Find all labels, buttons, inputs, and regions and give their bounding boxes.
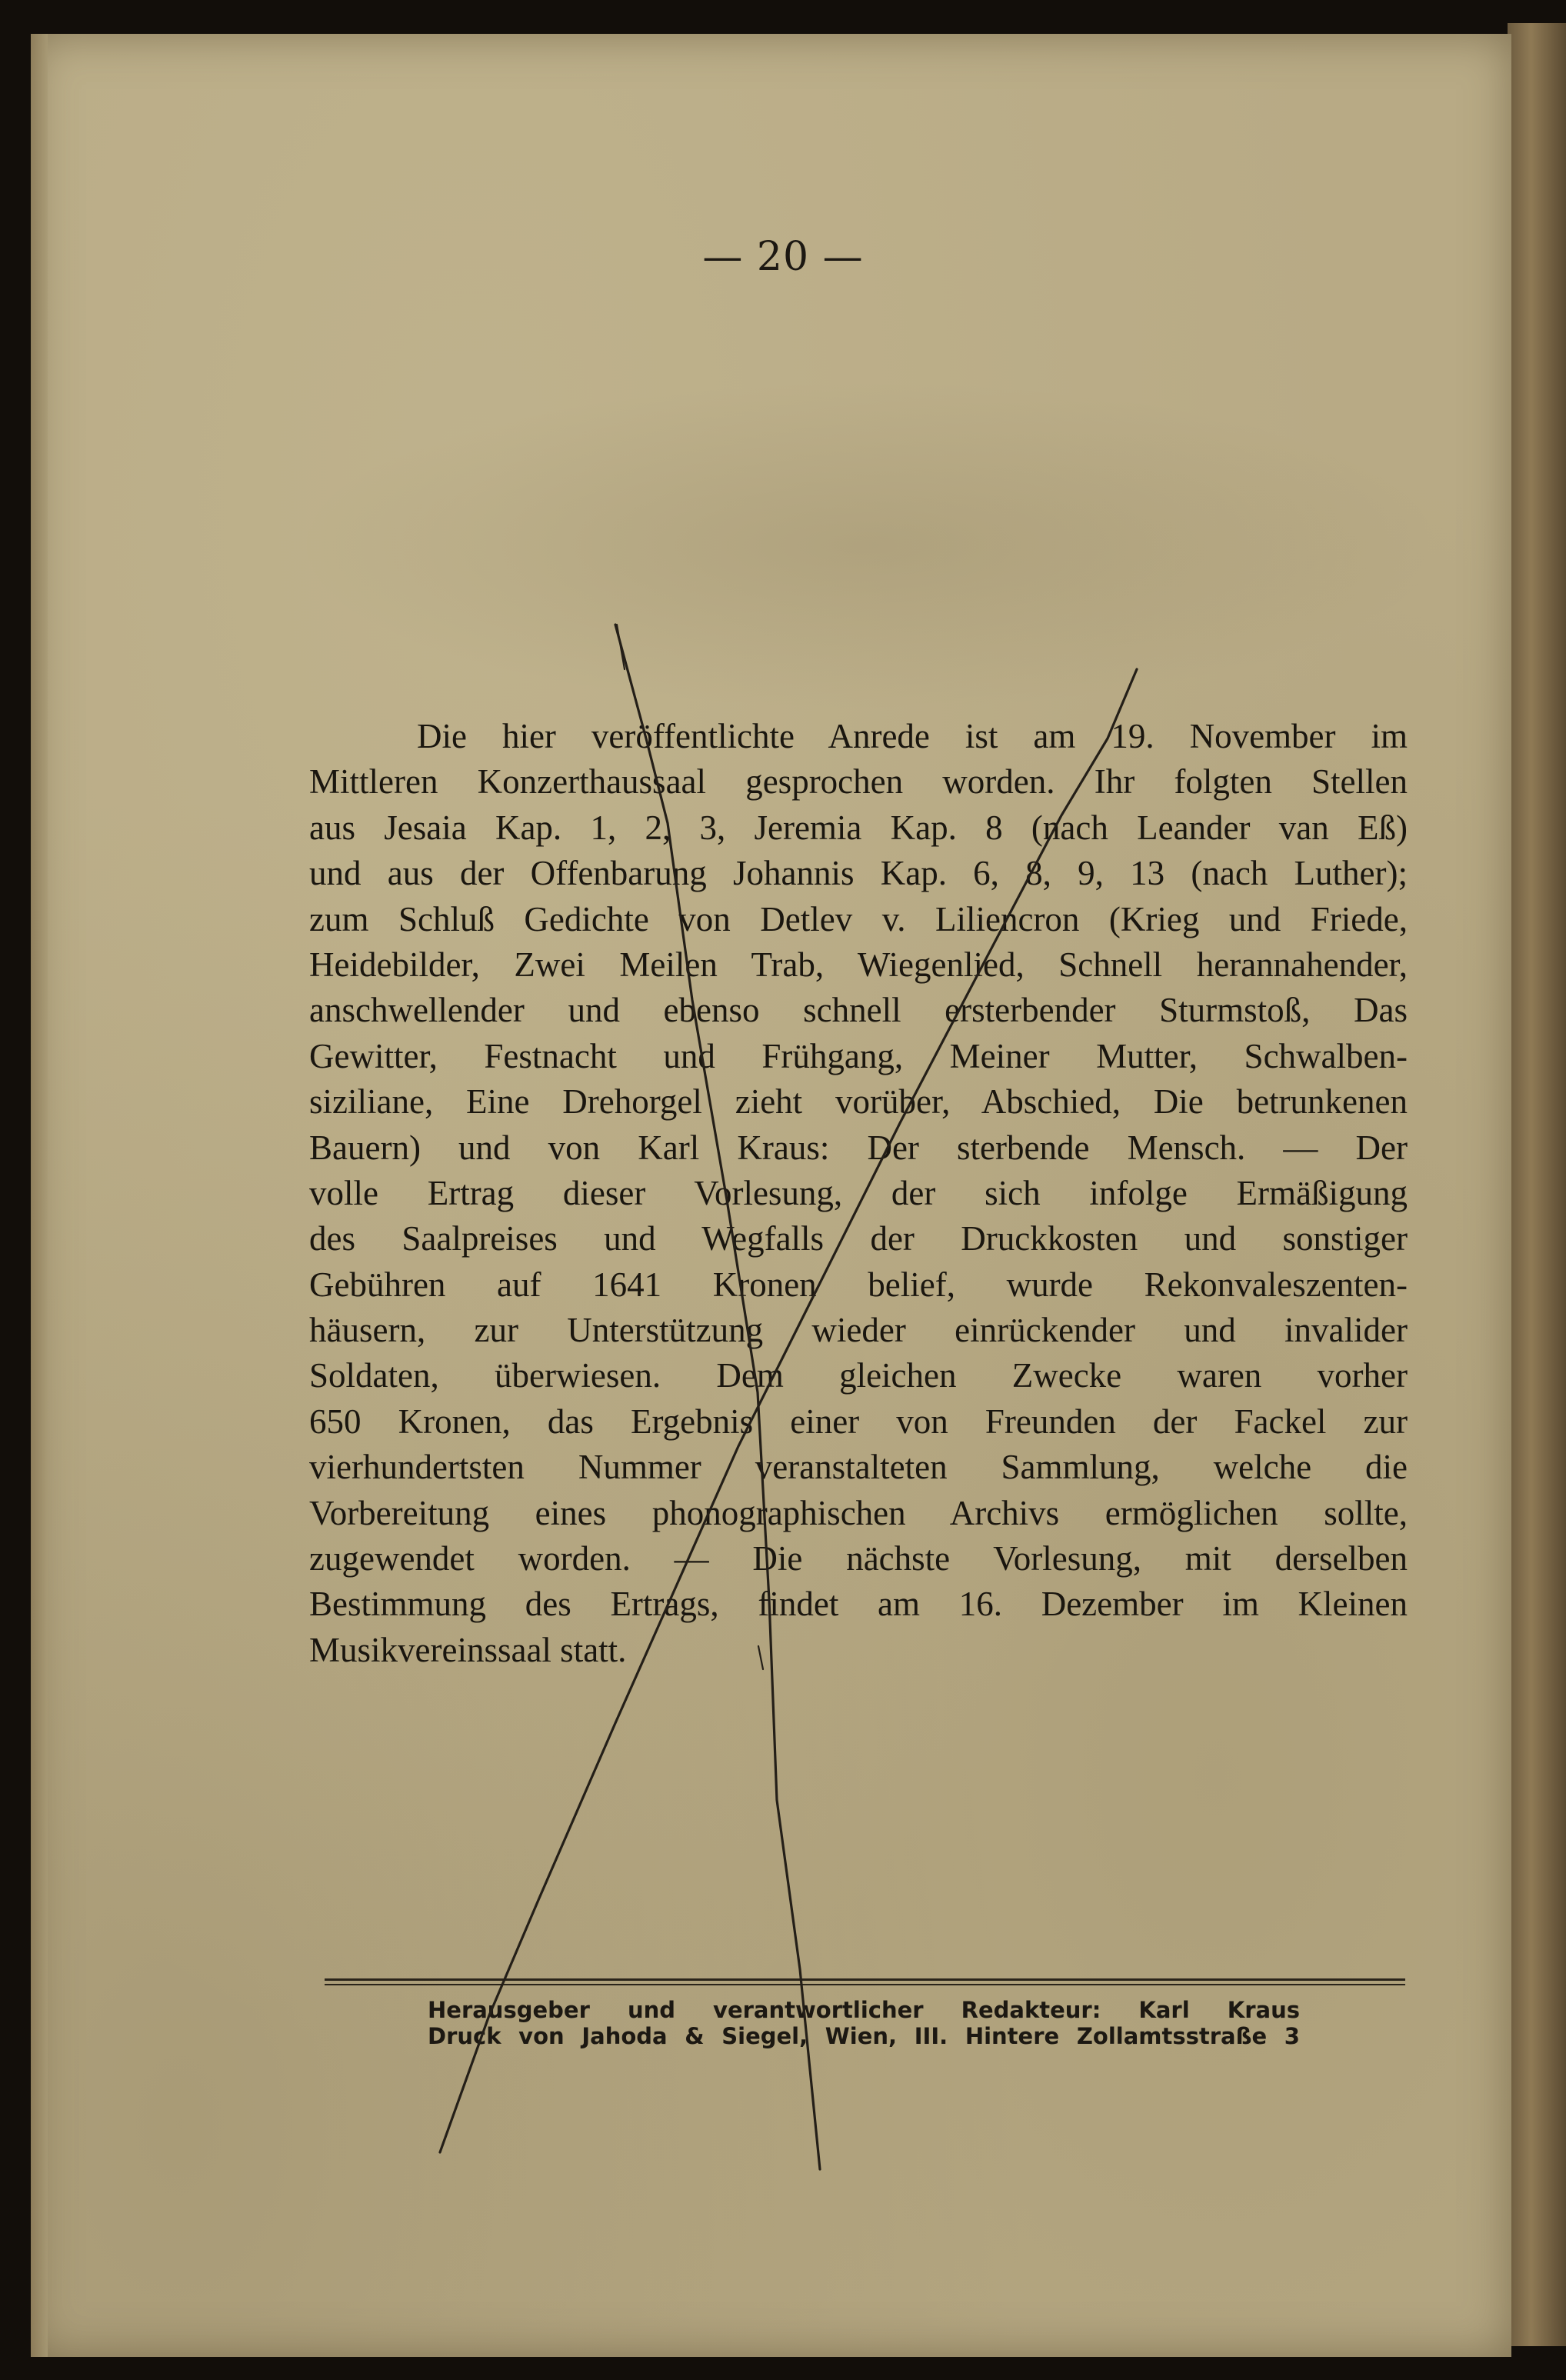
text-line: aus Jesaia Kap. 1, 2, 3, Jeremia Kap. 8 (nach Leander van Eß)	[309, 808, 1408, 847]
text-line: anschwellender und ebenso schnell ersterbender Sturmstoß, Das	[309, 991, 1408, 1030]
text-line: 650 Kronen, das Ergebnis einer von Freunden der Fackel zur	[309, 1402, 1408, 1441]
text-line: Vorbereitung eines phonographischen Archivs ermöglichen sollte,	[309, 1493, 1408, 1532]
text-line: zugewendet worden. — Die nächste Vorlesung, mit derselben	[309, 1539, 1408, 1578]
text-line: häusern, zur Unterstützung wieder einrückender und invalider	[309, 1311, 1408, 1350]
imprint-printer-line: Druck von Jahoda & Siegel, Wien, III. Hintere Zollamtsstraße 3	[428, 2023, 1300, 2049]
text-line: und aus der Offenbarung Johannis Kap. 6, 8, 9, 13 (nach Luther);	[309, 854, 1408, 893]
text-line: Die hier veröffentlichte Anrede ist am 19. November im	[417, 717, 1408, 755]
text-line: Gewitter, Festnacht und Frühgang, Meiner Mutter, Schwalben-	[309, 1036, 1408, 1075]
text-line: siziliane, Eine Drehorgel zieht vorüber, Abschied, Die betrunkenen	[309, 1082, 1408, 1122]
text-line: zum Schluß Gedichte von Detlev v. Liliencron (Krieg und Friede,	[309, 899, 1408, 938]
pencil-stroke-left	[615, 625, 820, 2169]
text-line: Bauern) und von Karl Kraus: Der sterbende Mensch. — Der	[309, 1128, 1408, 1167]
page-number: — 20 —	[702, 234, 864, 280]
text-line: Bestimmung des Ertrags, findet am 16. Dezember im Kleinen	[309, 1585, 1408, 1624]
imprint-publisher-line: Herausgeber und verantwortlicher Redakteur: Karl Kraus	[428, 1997, 1300, 2023]
text-line: Heidebilder, Zwei Meilen Trab, Wiegenlied, Schnell herannahender,	[309, 945, 1408, 984]
text-line: vierhundertsten Nummer veranstalteten Sammlung, welche die	[309, 1448, 1408, 1487]
pencil-tick-lower	[758, 1646, 763, 1669]
pencil-stroke-right	[440, 669, 1137, 2152]
text-line: Musikvereinssaal statt.	[309, 1630, 627, 1669]
text-line: Mittleren Konzerthaussaal gesprochen worden. Ihr folgten Stellen	[309, 762, 1408, 802]
text-line: Gebühren auf 1641 Kronen belief, wurde Rekonvaleszenten-	[309, 1265, 1408, 1304]
text-line: Soldaten, überwiesen. Dem gleichen Zwecke waren vorher	[309, 1356, 1408, 1395]
pencil-tick-upper	[617, 625, 625, 669]
text-line: volle Ertrag dieser Vorlesung, der sich infolge Ermäßigung	[309, 1173, 1408, 1212]
text-line: des Saalpreises und Wegfalls der Druckkosten und sonstiger	[309, 1219, 1408, 1258]
